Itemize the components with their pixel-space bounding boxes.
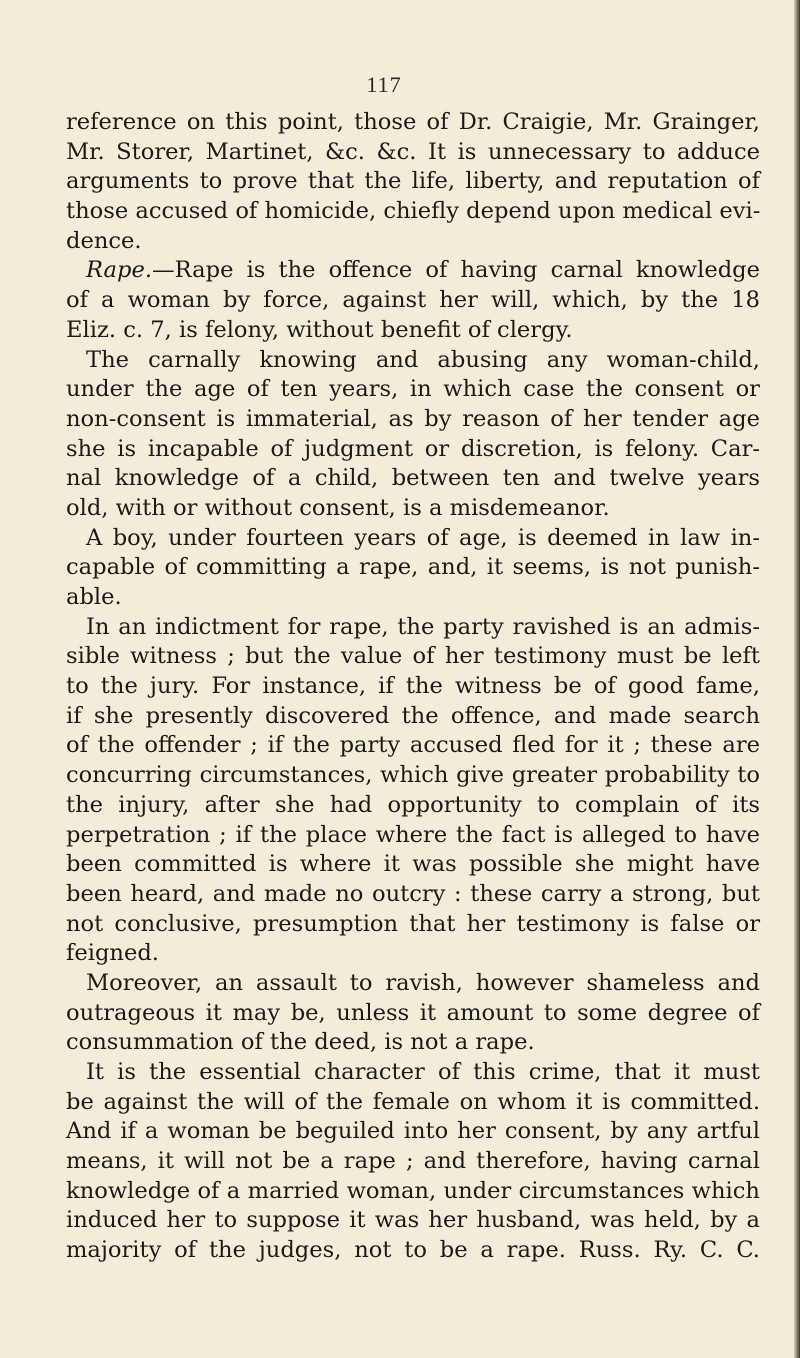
text-line: means, it will not be a rape ; and therefore, having carnal [66,1148,760,1175]
text-line: A boy, under fourteen years of age, is deemed in law in- [86,524,760,551]
text-line: arguments to prove that the life, liberty, and reputation of [66,168,760,195]
section-heading-rape: Rape. [86,257,153,284]
text-line: The carnally knowing and abusing any woman-child, [86,346,760,373]
text-line: been heard, and made no outcry : these carry a strong, but [66,880,760,907]
text-line: under the age of ten years, in which case the consent or [66,376,760,403]
text-line: majority of the judges, not to be a rape. Russ. Ry. C. C. [66,1237,760,1264]
text-line: Eliz. c. 7, is felony, without benefit of clergy. [66,316,573,343]
text-line: feigned. [66,940,159,967]
text-line: Mr. Storer, Martinet, &c. &c. It is unnecessary to adduce [66,138,760,165]
text-line: capable of committing a rape, and, it seems, is not punish- [66,554,760,581]
text-line: able. [66,584,122,610]
text-line: Moreover, an assault to ravish, however shameless and [86,969,760,996]
text-line: of a woman by force, against her will, which, by the 18 [66,287,760,314]
text-line: old, with or without consent, is a misdemeanor. [66,494,610,521]
text-line: In an indictment for rape, the party ravished is an admis- [86,613,760,640]
text-line: dence. [66,227,142,254]
text-line: perpetration ; if the place where the fact is alleged to have [66,821,760,848]
body-text [66,108,760,1266]
section-heading-line [66,256,760,286]
text-line: if she presently discovered the offence, and made search [66,702,760,729]
text-line: nal knowledge of a child, between ten and twelve years [66,465,760,492]
text-line: the injury, after she had opportunity to complain of its [66,791,760,818]
text-line: non-consent is immaterial, as by reason of her tender age [66,405,760,432]
text-line: to the jury. For instance, if the witness be of good fame, [66,673,760,700]
text-line: she is incapable of judgment or discretion, is felony. Car- [66,435,760,462]
text-line: reference on this point, those of Dr. Craigie, Mr. Grainger, [66,109,760,135]
text-line: It is the essential character of this crime, that it must [86,1059,760,1085]
text-line: outrageous it may be, unless it amount to some degree of [66,999,760,1026]
text-line: And if a woman be beguiled into her consent, by any artful [66,1118,760,1145]
text-line: of the offender ; if the party accused fled for it ; these are [66,732,760,759]
text-line: sible witness ; but the value of her testimony must be left [66,643,760,670]
page-number: 117 [366,72,402,97]
text-line: concurring circumstances, which give greater probability to [66,762,760,789]
text-line: been committed is where it was possible she might have [66,851,760,878]
text-line: knowledge of a married woman, under circumstances which [66,1177,760,1204]
section-heading-rest: —Rape is the offence of having carnal knowledge [152,257,760,284]
page-edge [794,0,800,1358]
text-line: consummation of the deed, is not a rape. [66,1029,535,1056]
text-line: induced her to suppose it was her husband, was held, by a [66,1207,760,1234]
text-line: be against the will of the female on whom it is committed. [66,1088,760,1115]
text-line: those accused of homicide, chiefly depend upon medical evi- [66,198,761,225]
text-line: not conclusive, presumption that her testimony is false or [66,910,760,937]
